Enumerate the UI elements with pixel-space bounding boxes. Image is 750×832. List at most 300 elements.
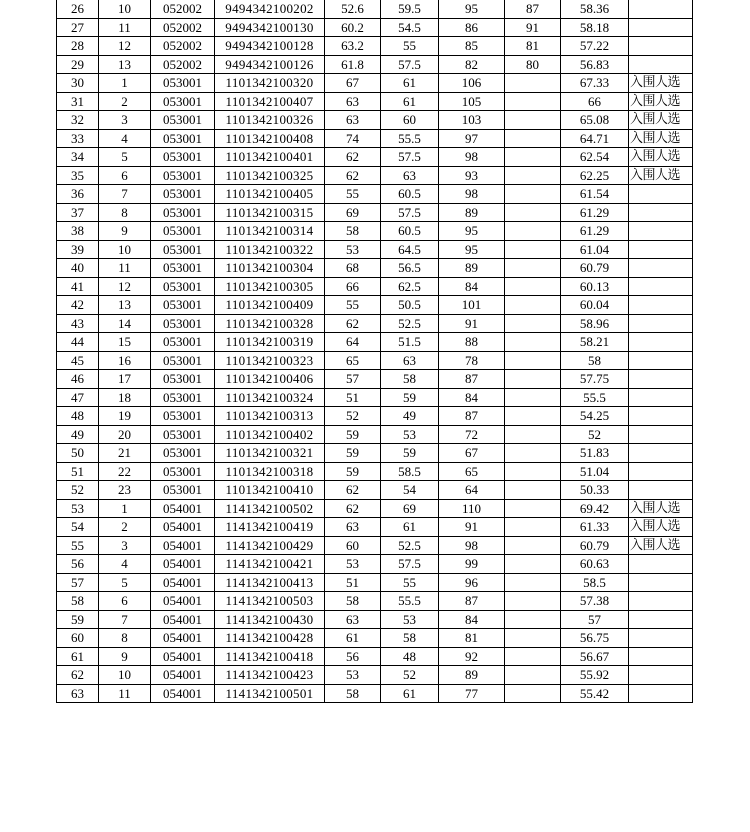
cell-group-seq: 8 [99, 629, 151, 648]
table-row [57, 148, 693, 167]
cell-score-c: 84 [439, 277, 505, 296]
cell-score-b: 53 [381, 425, 439, 444]
cell-total-score: 54.25 [561, 407, 629, 426]
table-row [57, 259, 693, 278]
cell-row-number: 38 [57, 222, 99, 241]
cell-row-number: 37 [57, 203, 99, 222]
cell-exam-id: 9494342100128 [215, 37, 325, 56]
cell-total-score: 61.33 [561, 518, 629, 537]
cell-total-score: 52 [561, 425, 629, 444]
cell-exam-id: 1101342100409 [215, 296, 325, 315]
table-row [57, 55, 693, 74]
cell-score-b: 52 [381, 666, 439, 685]
table-row [57, 37, 693, 56]
cell-position-code: 052002 [151, 0, 215, 18]
table-row [57, 314, 693, 333]
cell-exam-id: 1141342100418 [215, 647, 325, 666]
cell-score-c: 64 [439, 481, 505, 500]
cell-score-d [505, 407, 561, 426]
cell-score-d: 81 [505, 37, 561, 56]
cell-exam-id: 1101342100314 [215, 222, 325, 241]
cell-group-seq: 7 [99, 185, 151, 204]
cell-shortlist-note [629, 277, 693, 296]
cell-score-b: 54.5 [381, 18, 439, 37]
cell-shortlist-note: 入围人选 [629, 74, 693, 93]
cell-position-code: 053001 [151, 444, 215, 463]
cell-score-d [505, 684, 561, 703]
cell-score-a: 51 [325, 573, 381, 592]
table-row [57, 666, 693, 685]
cell-exam-id: 9494342100126 [215, 55, 325, 74]
cell-score-b: 57.5 [381, 55, 439, 74]
cell-score-c: 93 [439, 166, 505, 185]
cell-score-c: 110 [439, 499, 505, 518]
cell-score-a: 59 [325, 444, 381, 463]
cell-group-seq: 9 [99, 222, 151, 241]
cell-score-a: 68 [325, 259, 381, 278]
cell-score-b: 56.5 [381, 259, 439, 278]
cell-total-score: 67.33 [561, 74, 629, 93]
cell-score-c: 81 [439, 629, 505, 648]
cell-group-seq: 14 [99, 314, 151, 333]
cell-score-d [505, 444, 561, 463]
cell-shortlist-note [629, 18, 693, 37]
cell-group-seq: 10 [99, 0, 151, 18]
cell-group-seq: 8 [99, 203, 151, 222]
cell-score-b: 55 [381, 573, 439, 592]
cell-score-b: 53 [381, 610, 439, 629]
cell-score-b: 58 [381, 629, 439, 648]
cell-exam-id: 1141342100419 [215, 518, 325, 537]
cell-score-c: 105 [439, 92, 505, 111]
cell-row-number: 59 [57, 610, 99, 629]
cell-score-b: 49 [381, 407, 439, 426]
cell-score-d [505, 203, 561, 222]
cell-group-seq: 12 [99, 277, 151, 296]
cell-position-code: 053001 [151, 203, 215, 222]
table-row [57, 222, 693, 241]
cell-score-d [505, 222, 561, 241]
cell-exam-id: 1141342100501 [215, 684, 325, 703]
cell-score-c: 89 [439, 259, 505, 278]
cell-score-d [505, 74, 561, 93]
cell-shortlist-note [629, 592, 693, 611]
cell-score-a: 66 [325, 277, 381, 296]
cell-score-c: 98 [439, 185, 505, 204]
cell-row-number: 45 [57, 351, 99, 370]
cell-group-seq: 13 [99, 296, 151, 315]
cell-exam-id: 1101342100410 [215, 481, 325, 500]
cell-score-b: 62.5 [381, 277, 439, 296]
cell-score-a: 69 [325, 203, 381, 222]
cell-score-d [505, 462, 561, 481]
cell-row-number: 63 [57, 684, 99, 703]
table-row [57, 592, 693, 611]
cell-exam-id: 9494342100202 [215, 0, 325, 18]
cell-score-a: 65 [325, 351, 381, 370]
cell-score-b: 60.5 [381, 185, 439, 204]
cell-score-c: 86 [439, 18, 505, 37]
cell-row-number: 58 [57, 592, 99, 611]
table-row [57, 629, 693, 648]
cell-exam-id: 1141342100413 [215, 573, 325, 592]
cell-total-score: 58.96 [561, 314, 629, 333]
cell-total-score: 51.04 [561, 462, 629, 481]
cell-total-score: 61.29 [561, 222, 629, 241]
cell-exam-id: 1141342100502 [215, 499, 325, 518]
cell-position-code: 053001 [151, 129, 215, 148]
cell-score-c: 91 [439, 314, 505, 333]
table-row [57, 407, 693, 426]
cell-total-score: 60.63 [561, 555, 629, 574]
cell-row-number: 35 [57, 166, 99, 185]
cell-group-seq: 15 [99, 333, 151, 352]
cell-row-number: 39 [57, 240, 99, 259]
cell-score-a: 59 [325, 425, 381, 444]
cell-group-seq: 6 [99, 166, 151, 185]
cell-total-score: 61.04 [561, 240, 629, 259]
cell-score-c: 67 [439, 444, 505, 463]
cell-position-code: 054001 [151, 666, 215, 685]
cell-total-score: 69.42 [561, 499, 629, 518]
cell-group-seq: 22 [99, 462, 151, 481]
cell-score-c: 103 [439, 111, 505, 130]
table-row [57, 129, 693, 148]
cell-score-a: 62 [325, 148, 381, 167]
cell-shortlist-note [629, 462, 693, 481]
cell-score-b: 52.5 [381, 536, 439, 555]
cell-group-seq: 21 [99, 444, 151, 463]
cell-exam-id: 1101342100328 [215, 314, 325, 333]
cell-score-a: 67 [325, 74, 381, 93]
cell-row-number: 52 [57, 481, 99, 500]
cell-exam-id: 1101342100321 [215, 444, 325, 463]
cell-score-a: 62 [325, 499, 381, 518]
cell-total-score: 57.22 [561, 37, 629, 56]
cell-group-seq: 2 [99, 92, 151, 111]
cell-score-d [505, 296, 561, 315]
table-row [57, 0, 693, 18]
cell-score-d [505, 92, 561, 111]
cell-position-code: 053001 [151, 277, 215, 296]
cell-exam-id: 1101342100406 [215, 370, 325, 389]
cell-total-score: 57 [561, 610, 629, 629]
cell-score-c: 89 [439, 203, 505, 222]
cell-group-seq: 6 [99, 592, 151, 611]
cell-shortlist-note: 入围人选 [629, 129, 693, 148]
cell-position-code: 054001 [151, 536, 215, 555]
cell-exam-id: 1141342100428 [215, 629, 325, 648]
cell-score-a: 51 [325, 388, 381, 407]
cell-row-number: 46 [57, 370, 99, 389]
cell-group-seq: 3 [99, 536, 151, 555]
table-row [57, 481, 693, 500]
cell-score-d [505, 370, 561, 389]
cell-group-seq: 11 [99, 18, 151, 37]
table-row [57, 573, 693, 592]
cell-score-a: 62 [325, 481, 381, 500]
cell-row-number: 41 [57, 277, 99, 296]
cell-exam-id: 9494342100130 [215, 18, 325, 37]
cell-score-a: 61.8 [325, 55, 381, 74]
cell-score-c: 78 [439, 351, 505, 370]
table-row [57, 92, 693, 111]
cell-total-score: 55.5 [561, 388, 629, 407]
cell-total-score: 60.79 [561, 259, 629, 278]
cell-exam-id: 1141342100429 [215, 536, 325, 555]
cell-score-b: 63 [381, 351, 439, 370]
cell-group-seq: 19 [99, 407, 151, 426]
cell-score-a: 63 [325, 518, 381, 537]
cell-score-d: 80 [505, 55, 561, 74]
cell-row-number: 62 [57, 666, 99, 685]
cell-total-score: 58.5 [561, 573, 629, 592]
cell-score-a: 53 [325, 240, 381, 259]
cell-exam-id: 1101342100325 [215, 166, 325, 185]
cell-exam-id: 1101342100318 [215, 462, 325, 481]
cell-score-a: 62 [325, 166, 381, 185]
cell-position-code: 053001 [151, 240, 215, 259]
cell-shortlist-note [629, 240, 693, 259]
cell-shortlist-note [629, 37, 693, 56]
table-row [57, 111, 693, 130]
cell-exam-id: 1141342100503 [215, 592, 325, 611]
table-row [57, 351, 693, 370]
cell-row-number: 26 [57, 0, 99, 18]
cell-row-number: 30 [57, 74, 99, 93]
cell-position-code: 053001 [151, 148, 215, 167]
cell-score-c: 72 [439, 425, 505, 444]
cell-total-score: 61.29 [561, 203, 629, 222]
cell-shortlist-note: 入围人选 [629, 111, 693, 130]
cell-exam-id: 1101342100326 [215, 111, 325, 130]
table-row [57, 370, 693, 389]
cell-score-b: 59.5 [381, 0, 439, 18]
cell-exam-id: 1101342100304 [215, 259, 325, 278]
cell-score-c: 97 [439, 129, 505, 148]
cell-exam-id: 1141342100421 [215, 555, 325, 574]
cell-score-d [505, 499, 561, 518]
cell-total-score: 56.67 [561, 647, 629, 666]
cell-total-score: 58.36 [561, 0, 629, 18]
cell-score-b: 61 [381, 74, 439, 93]
cell-row-number: 44 [57, 333, 99, 352]
cell-position-code: 053001 [151, 185, 215, 204]
cell-shortlist-note [629, 610, 693, 629]
table-row [57, 499, 693, 518]
cell-total-score: 60.04 [561, 296, 629, 315]
cell-score-c: 101 [439, 296, 505, 315]
table-row [57, 518, 693, 537]
cell-score-a: 60 [325, 536, 381, 555]
cell-exam-id: 1101342100315 [215, 203, 325, 222]
cell-shortlist-note: 入围人选 [629, 166, 693, 185]
cell-shortlist-note [629, 370, 693, 389]
cell-exam-id: 1101342100407 [215, 92, 325, 111]
table-row [57, 444, 693, 463]
cell-score-b: 48 [381, 647, 439, 666]
cell-position-code: 054001 [151, 610, 215, 629]
cell-score-c: 106 [439, 74, 505, 93]
cell-position-code: 053001 [151, 166, 215, 185]
cell-score-d [505, 518, 561, 537]
cell-score-b: 61 [381, 684, 439, 703]
cell-group-seq: 5 [99, 148, 151, 167]
cell-row-number: 42 [57, 296, 99, 315]
cell-position-code: 053001 [151, 388, 215, 407]
cell-score-a: 63 [325, 92, 381, 111]
table-row [57, 610, 693, 629]
cell-score-a: 52 [325, 407, 381, 426]
table-body [57, 0, 693, 703]
cell-score-d [505, 573, 561, 592]
cell-position-code: 053001 [151, 296, 215, 315]
cell-position-code: 053001 [151, 370, 215, 389]
cell-score-c: 96 [439, 573, 505, 592]
cell-score-c: 95 [439, 222, 505, 241]
cell-group-seq: 12 [99, 37, 151, 56]
cell-position-code: 052002 [151, 55, 215, 74]
cell-score-d [505, 259, 561, 278]
cell-score-c: 99 [439, 555, 505, 574]
cell-row-number: 61 [57, 647, 99, 666]
cell-position-code: 054001 [151, 684, 215, 703]
cell-shortlist-note [629, 425, 693, 444]
cell-score-d [505, 425, 561, 444]
cell-total-score: 64.71 [561, 129, 629, 148]
cell-exam-id: 1141342100423 [215, 666, 325, 685]
cell-total-score: 55.42 [561, 684, 629, 703]
cell-score-d [505, 277, 561, 296]
cell-score-a: 59 [325, 462, 381, 481]
cell-score-c: 87 [439, 592, 505, 611]
cell-total-score: 55.92 [561, 666, 629, 685]
cell-score-c: 95 [439, 0, 505, 18]
cell-row-number: 53 [57, 499, 99, 518]
cell-score-c: 87 [439, 407, 505, 426]
cell-row-number: 32 [57, 111, 99, 130]
cell-total-score: 65.08 [561, 111, 629, 130]
cell-total-score: 62.54 [561, 148, 629, 167]
cell-score-d [505, 610, 561, 629]
cell-row-number: 27 [57, 18, 99, 37]
cell-score-d [505, 314, 561, 333]
cell-score-d [505, 166, 561, 185]
cell-score-b: 54 [381, 481, 439, 500]
cell-score-c: 98 [439, 148, 505, 167]
cell-shortlist-note: 入围人选 [629, 499, 693, 518]
cell-exam-id: 1101342100313 [215, 407, 325, 426]
cell-shortlist-note [629, 444, 693, 463]
cell-score-c: 84 [439, 388, 505, 407]
cell-score-a: 55 [325, 185, 381, 204]
cell-position-code: 053001 [151, 259, 215, 278]
table-row [57, 166, 693, 185]
table-row [57, 388, 693, 407]
cell-score-b: 55.5 [381, 592, 439, 611]
cell-score-b: 61 [381, 518, 439, 537]
cell-row-number: 36 [57, 185, 99, 204]
cell-score-d [505, 185, 561, 204]
cell-shortlist-note [629, 351, 693, 370]
cell-shortlist-note [629, 629, 693, 648]
results-table [56, 0, 693, 703]
cell-score-a: 63.2 [325, 37, 381, 56]
cell-shortlist-note [629, 481, 693, 500]
cell-position-code: 054001 [151, 499, 215, 518]
cell-score-d [505, 111, 561, 130]
cell-row-number: 57 [57, 573, 99, 592]
cell-position-code: 054001 [151, 592, 215, 611]
cell-score-d [505, 481, 561, 500]
cell-score-a: 61 [325, 629, 381, 648]
cell-position-code: 054001 [151, 629, 215, 648]
cell-total-score: 60.13 [561, 277, 629, 296]
cell-position-code: 054001 [151, 518, 215, 537]
table-row [57, 277, 693, 296]
cell-exam-id: 1101342100402 [215, 425, 325, 444]
table-row [57, 647, 693, 666]
cell-score-b: 57.5 [381, 148, 439, 167]
cell-score-c: 89 [439, 666, 505, 685]
cell-score-a: 58 [325, 592, 381, 611]
cell-score-c: 87 [439, 370, 505, 389]
cell-shortlist-note [629, 296, 693, 315]
cell-score-b: 63 [381, 166, 439, 185]
cell-total-score: 56.75 [561, 629, 629, 648]
cell-position-code: 053001 [151, 351, 215, 370]
cell-score-a: 64 [325, 333, 381, 352]
cell-score-b: 59 [381, 388, 439, 407]
cell-score-c: 82 [439, 55, 505, 74]
cell-score-d [505, 592, 561, 611]
cell-group-seq: 16 [99, 351, 151, 370]
cell-score-a: 55 [325, 296, 381, 315]
cell-shortlist-note [629, 259, 693, 278]
cell-score-b: 51.5 [381, 333, 439, 352]
cell-row-number: 28 [57, 37, 99, 56]
cell-group-seq: 2 [99, 518, 151, 537]
cell-total-score: 60.79 [561, 536, 629, 555]
cell-score-a: 60.2 [325, 18, 381, 37]
cell-group-seq: 17 [99, 370, 151, 389]
cell-score-a: 58 [325, 222, 381, 241]
cell-position-code: 053001 [151, 407, 215, 426]
cell-group-seq: 11 [99, 684, 151, 703]
cell-exam-id: 1101342100322 [215, 240, 325, 259]
table-row [57, 18, 693, 37]
cell-shortlist-note [629, 388, 693, 407]
cell-score-d: 91 [505, 18, 561, 37]
cell-shortlist-note: 入围人选 [629, 536, 693, 555]
cell-row-number: 56 [57, 555, 99, 574]
cell-total-score: 57.38 [561, 592, 629, 611]
cell-score-a: 58 [325, 684, 381, 703]
cell-score-b: 64.5 [381, 240, 439, 259]
cell-exam-id: 1101342100408 [215, 129, 325, 148]
cell-total-score: 58 [561, 351, 629, 370]
cell-score-a: 62 [325, 314, 381, 333]
cell-score-b: 61 [381, 92, 439, 111]
cell-score-a: 63 [325, 610, 381, 629]
cell-score-d [505, 388, 561, 407]
cell-row-number: 34 [57, 148, 99, 167]
cell-group-seq: 7 [99, 610, 151, 629]
cell-shortlist-note [629, 314, 693, 333]
cell-shortlist-note [629, 684, 693, 703]
cell-score-b: 58 [381, 370, 439, 389]
cell-score-b: 60.5 [381, 222, 439, 241]
